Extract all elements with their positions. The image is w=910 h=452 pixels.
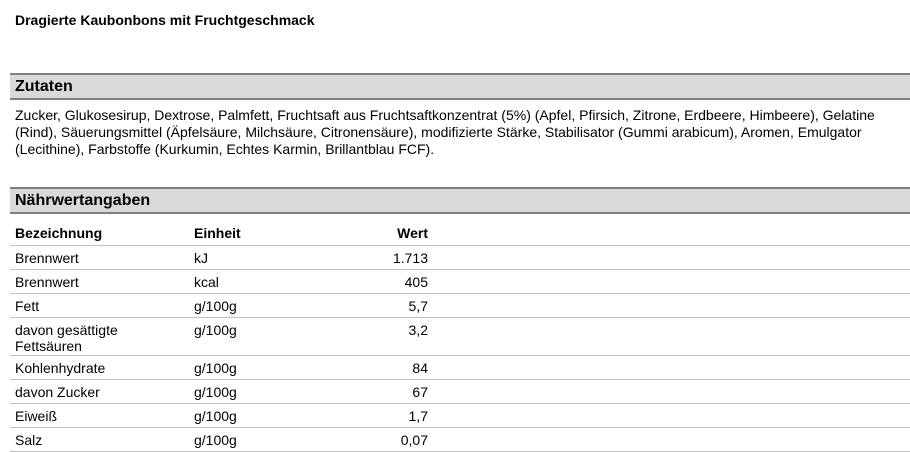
table-row xyxy=(10,404,910,428)
table-row xyxy=(10,246,910,270)
ingredients-heading: Zutaten xyxy=(15,78,73,95)
ingredients-section-header xyxy=(10,73,910,100)
row-unit: kcal xyxy=(194,274,219,290)
column-header-name: Bezeichnung xyxy=(15,225,103,241)
row-unit: g/100g xyxy=(194,298,237,314)
row-value: 1,7 xyxy=(408,408,428,424)
row-name: Eiweiß xyxy=(15,408,58,424)
column-header-unit: Einheit xyxy=(194,225,241,241)
row-value: 84 xyxy=(412,360,428,376)
row-value: 1.713 xyxy=(392,250,428,266)
row-name: Fett xyxy=(15,298,40,314)
nutrition-table xyxy=(10,221,910,452)
row-unit: g/100g xyxy=(194,360,237,376)
row-name: davon gesättigte Fettsäuren xyxy=(15,322,118,354)
row-name: davon Zucker xyxy=(15,384,100,400)
row-unit: g/100g xyxy=(194,408,237,424)
column-header-value: Wert xyxy=(397,225,428,241)
row-name: Salz xyxy=(15,432,43,448)
row-unit: g/100g xyxy=(194,384,237,400)
table-row xyxy=(10,428,910,452)
nutrition-table-header xyxy=(10,221,910,246)
product-title: Dragierte Kaubonbons mit Fruchtgeschmack xyxy=(15,12,315,28)
row-value: 5,7 xyxy=(408,298,428,314)
row-unit: g/100g xyxy=(194,432,237,448)
row-unit: g/100g xyxy=(194,322,237,338)
nutrition-heading: Nährwertangaben xyxy=(15,192,151,209)
row-value: 67 xyxy=(412,384,428,400)
table-row xyxy=(10,294,910,318)
row-name: Brennwert xyxy=(15,250,79,266)
row-unit: kJ xyxy=(194,250,208,266)
row-name: Brennwert xyxy=(15,274,79,290)
ingredients-text: Zucker, Glukosesirup, Dextrose, Palmfett, Fruchtsaft aus Fruchtsaftkonzentrat (5%) (Apfel, Pfirsich, Zitrone, Erdbeere, Himbeere), Gelatine (Rind), Säuerungsmittel (Äpfelsäure, Milchsäure, Citronensäure), modifizierte Stärke, Stabilisator (Gummi arabicum), Aromen, Emulgator (Lecithine), Farbstoffe (Kurkumin, Echtes Karmin, Brillantblau FCF). xyxy=(15,107,875,157)
table-row xyxy=(10,380,910,404)
row-value: 3,2 xyxy=(408,322,428,338)
nutrition-section-header xyxy=(10,187,910,214)
row-value: 0,07 xyxy=(400,432,428,448)
row-name: Kohlenhydrate xyxy=(15,360,106,376)
table-row xyxy=(10,270,910,294)
table-row xyxy=(10,318,910,356)
table-row xyxy=(10,356,910,380)
row-value: 405 xyxy=(404,274,428,290)
